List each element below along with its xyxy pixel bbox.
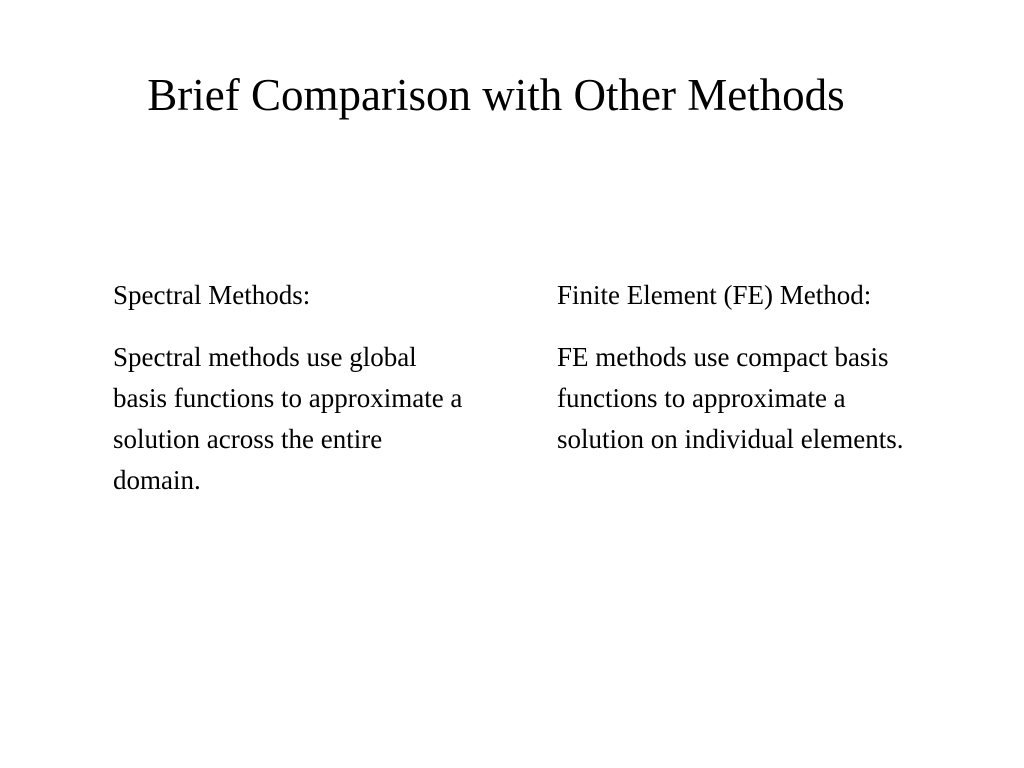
spectral-methods-description: Spectral methods use global basis functions to approximate a solution across the entire domain. bbox=[113, 342, 463, 495]
slide-title: Brief Comparison with Other Methods bbox=[147, 70, 845, 120]
finite-element-column bbox=[557, 275, 917, 460]
spectral-methods-column bbox=[113, 275, 473, 501]
finite-element-heading: Finite Element (FE) Method: bbox=[557, 280, 872, 310]
finite-element-description: FE methods use compact basis functions to approximate a solution on individual elements. bbox=[557, 342, 904, 454]
spectral-methods-heading: Spectral Methods: bbox=[113, 280, 311, 310]
